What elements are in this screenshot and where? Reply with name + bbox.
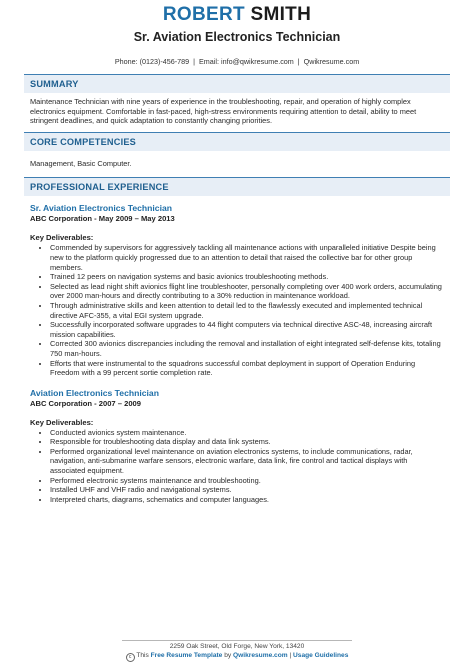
section-heading-summary: SUMMARY <box>24 74 450 93</box>
list-item: • Performed electronic systems maintenance and troubleshooting. <box>50 476 444 486</box>
email-link[interactable]: Email: info@qwikresume.com <box>199 57 294 66</box>
section-heading-experience: PROFESSIONAL EXPERIENCE <box>24 177 450 196</box>
copyright-icon: c <box>126 653 135 662</box>
competencies-text: Management, Basic Computer. <box>30 158 132 168</box>
job-entry <box>24 378 450 505</box>
list-item: • Efforts that were instrumental to the squadrons successful combat deployment in support of Operation Enduring Freedom with a 99 percent sortie completion rate. <box>50 359 444 378</box>
deliverables-list <box>30 243 444 377</box>
last-name: SMITH <box>250 4 312 25</box>
footer-address: 2259 Oak Street, Old Forge, New York, 13420 <box>169 643 305 651</box>
list-item: • Interpreted charts, diagrams, schematics and computer languages. <box>50 495 444 505</box>
phone-text: Phone: (0123)-456-789 <box>114 57 190 66</box>
job-entry <box>24 196 450 377</box>
free-resume-template-link[interactable]: Free Resume Template <box>150 652 223 659</box>
section-heading-competencies: CORE COMPETENCIES <box>24 132 450 151</box>
contact-separator: | <box>297 57 300 66</box>
candidate-job-title: Sr. Aviation Electronics Technician <box>133 30 341 44</box>
job-title: Sr. Aviation Electronics Technician <box>30 203 172 214</box>
key-deliverables-label: Key Deliverables: <box>30 233 94 243</box>
qwikresume-link[interactable]: Qwikresume.com <box>233 652 288 659</box>
website-link[interactable]: Qwikresume.com <box>303 57 360 66</box>
list-item: • Conducted avionics system maintenance. <box>50 428 444 438</box>
deliverables-list <box>30 428 444 505</box>
footer-divider <box>122 640 352 641</box>
first-name: ROBERT <box>162 4 245 25</box>
contact-line <box>0 57 474 67</box>
list-item: • Responsible for troubleshooting data display and data link systems. <box>50 437 444 447</box>
list-item: • Installed UHF and VHF radio and navigational systems. <box>50 485 444 495</box>
footer-credits <box>0 652 474 662</box>
list-item: • Through administrative skills and keen attention to detail led to the flawlessly executed and implemented technical directive AFC-355, a vital EGI system upgrade. <box>50 301 444 320</box>
footer-by-text: by <box>224 652 232 659</box>
key-deliverables-label: Key Deliverables: <box>30 417 94 427</box>
footer-separator: | <box>289 652 292 659</box>
job-title: Aviation Electronics Technician <box>30 387 159 398</box>
job-company-dates: ABC Corporation - 2007 – 2009 <box>30 398 141 408</box>
summary-text: Maintenance Technician with nine years of experience in the troubleshooting, repair, and operation of highly complex electronics equipment. Comfortable in fast-paced, high-stress environments requiring attention to detail, ability to meet stringent deadlines, and quick adaptation to constantly changing priorities. <box>30 97 417 126</box>
usage-guidelines-link[interactable]: Usage Guidelines <box>293 652 349 659</box>
list-item: • Corrected 300 avionics discrepancies including the removal and installation of eight integrated self-defense kits, totaling 750 man-hours. <box>50 339 444 358</box>
candidate-name <box>0 4 474 26</box>
list-item: • Selected as lead night shift avionics flight line troubleshooter, personally completing over 400 work orders, accumulating over 2000 man-hours and directly contributing to a 30% reduction in maintenance workload. <box>50 282 444 301</box>
job-company-dates: ABC Corporation - May 2009 – May 2013 <box>30 214 175 224</box>
resume-header <box>0 0 474 67</box>
list-item: • Performed organizational level maintenance on aviation electronics systems, to include communications, radar, navigation, anti-submarine warfare sensors, electronic warfare, data link, fire control and tactical displays with associated equipment. <box>50 447 444 476</box>
footer-this-text: This <box>136 652 149 659</box>
page-footer <box>0 640 474 662</box>
list-item: • Trained 12 peers on navigation systems and basic avionics troubleshooting methods. <box>50 272 444 282</box>
list-item: • Commended by supervisors for aggressively tackling all maintenance actions with unparalleled initiative Despite being new to the platform quickly progressed due to an attention to detail that raised the collective bar for other group members. <box>50 243 444 272</box>
list-item: • Successfully incorporated software upgrades to 44 flight computers via technical directive ASC-48, increasing aircraft mission capabilities. <box>50 320 444 339</box>
contact-separator: | <box>193 57 196 66</box>
